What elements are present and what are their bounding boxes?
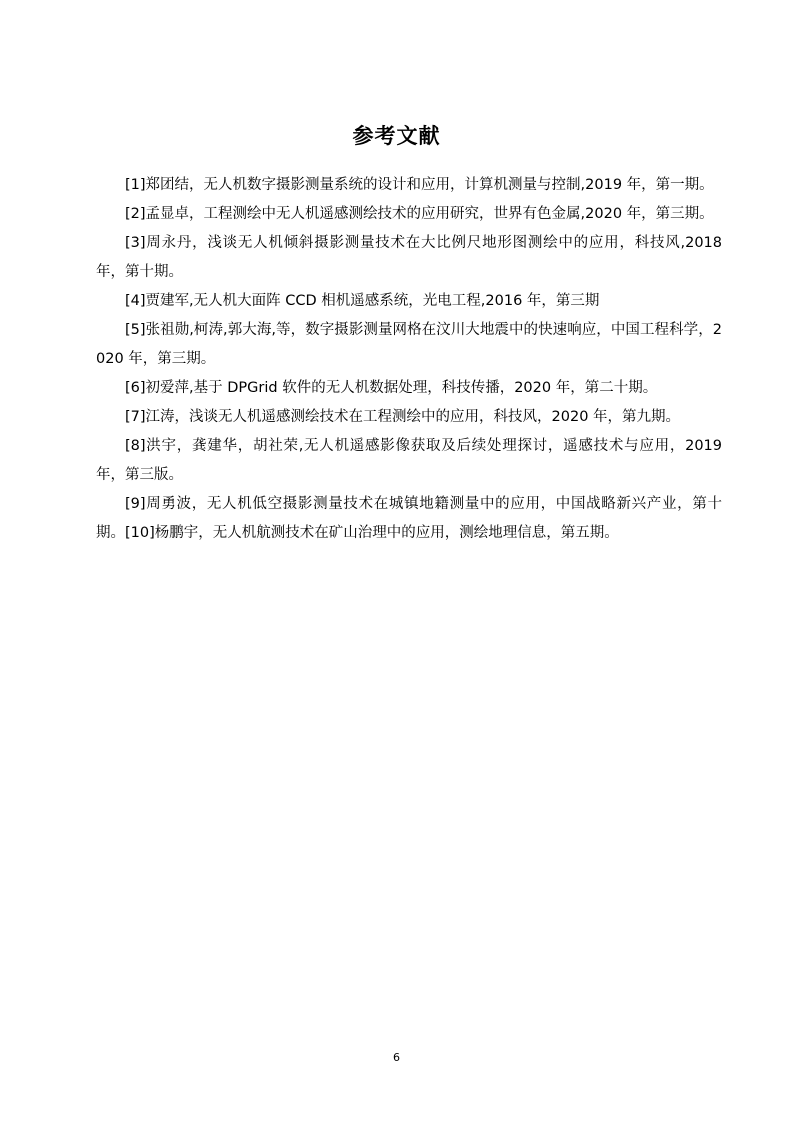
reference-list (96, 171, 722, 548)
reference-item: [4]贾建军,无人机大面阵 CCD 相机遥感系统，光电工程,2016 年，第三期 (125, 293, 600, 309)
reference-item: [9]周勇波，无人机低空摄影测量技术在城镇地籍测量中的应用，中国战略新兴产业，第十期。[10]杨鹏宇，无人机航测技术在矿山治理中的应用，测绘地理信息，第五期。 (96, 496, 722, 541)
reference-item: [3]周永丹，浅谈无人机倾斜摄影测量技术在大比例尺地形图测绘中的应用，科技风,2018 年，第十期。 (96, 235, 722, 280)
reference-item: [5]张祖勋,柯涛,郭大海,等，数字摄影测量网格在汶川大地震中的快速响应，中国工程科学，2020 年，第三期。 (96, 322, 722, 367)
reference-item: [6]初爱萍,基于 DPGrid 软件的无人机数据处理，科技传播，2020 年，第二十期。 (125, 380, 658, 396)
page-number: 6 (393, 1051, 400, 1064)
reference-item: [1]郑团结，无人机数字摄影测量系统的设计和应用，计算机测量与控制,2019 年，第一期。 (125, 177, 714, 193)
reference-item: [2]孟显卓，工程测绘中无人机遥感测绘技术的应用研究，世界有色金属,2020 年，第三期。 (125, 206, 714, 222)
page-title: 参考文献 (352, 124, 441, 149)
reference-item: [8]洪宇，龚建华，胡社荣,无人机遥感影像获取及后续处理探讨，遥感技术与应用，2019 年，第三版。 (96, 438, 722, 483)
reference-item: [7]江涛，浅谈无人机遥感测绘技术在工程测绘中的应用，科技风，2020 年，第九期。 (125, 409, 681, 425)
